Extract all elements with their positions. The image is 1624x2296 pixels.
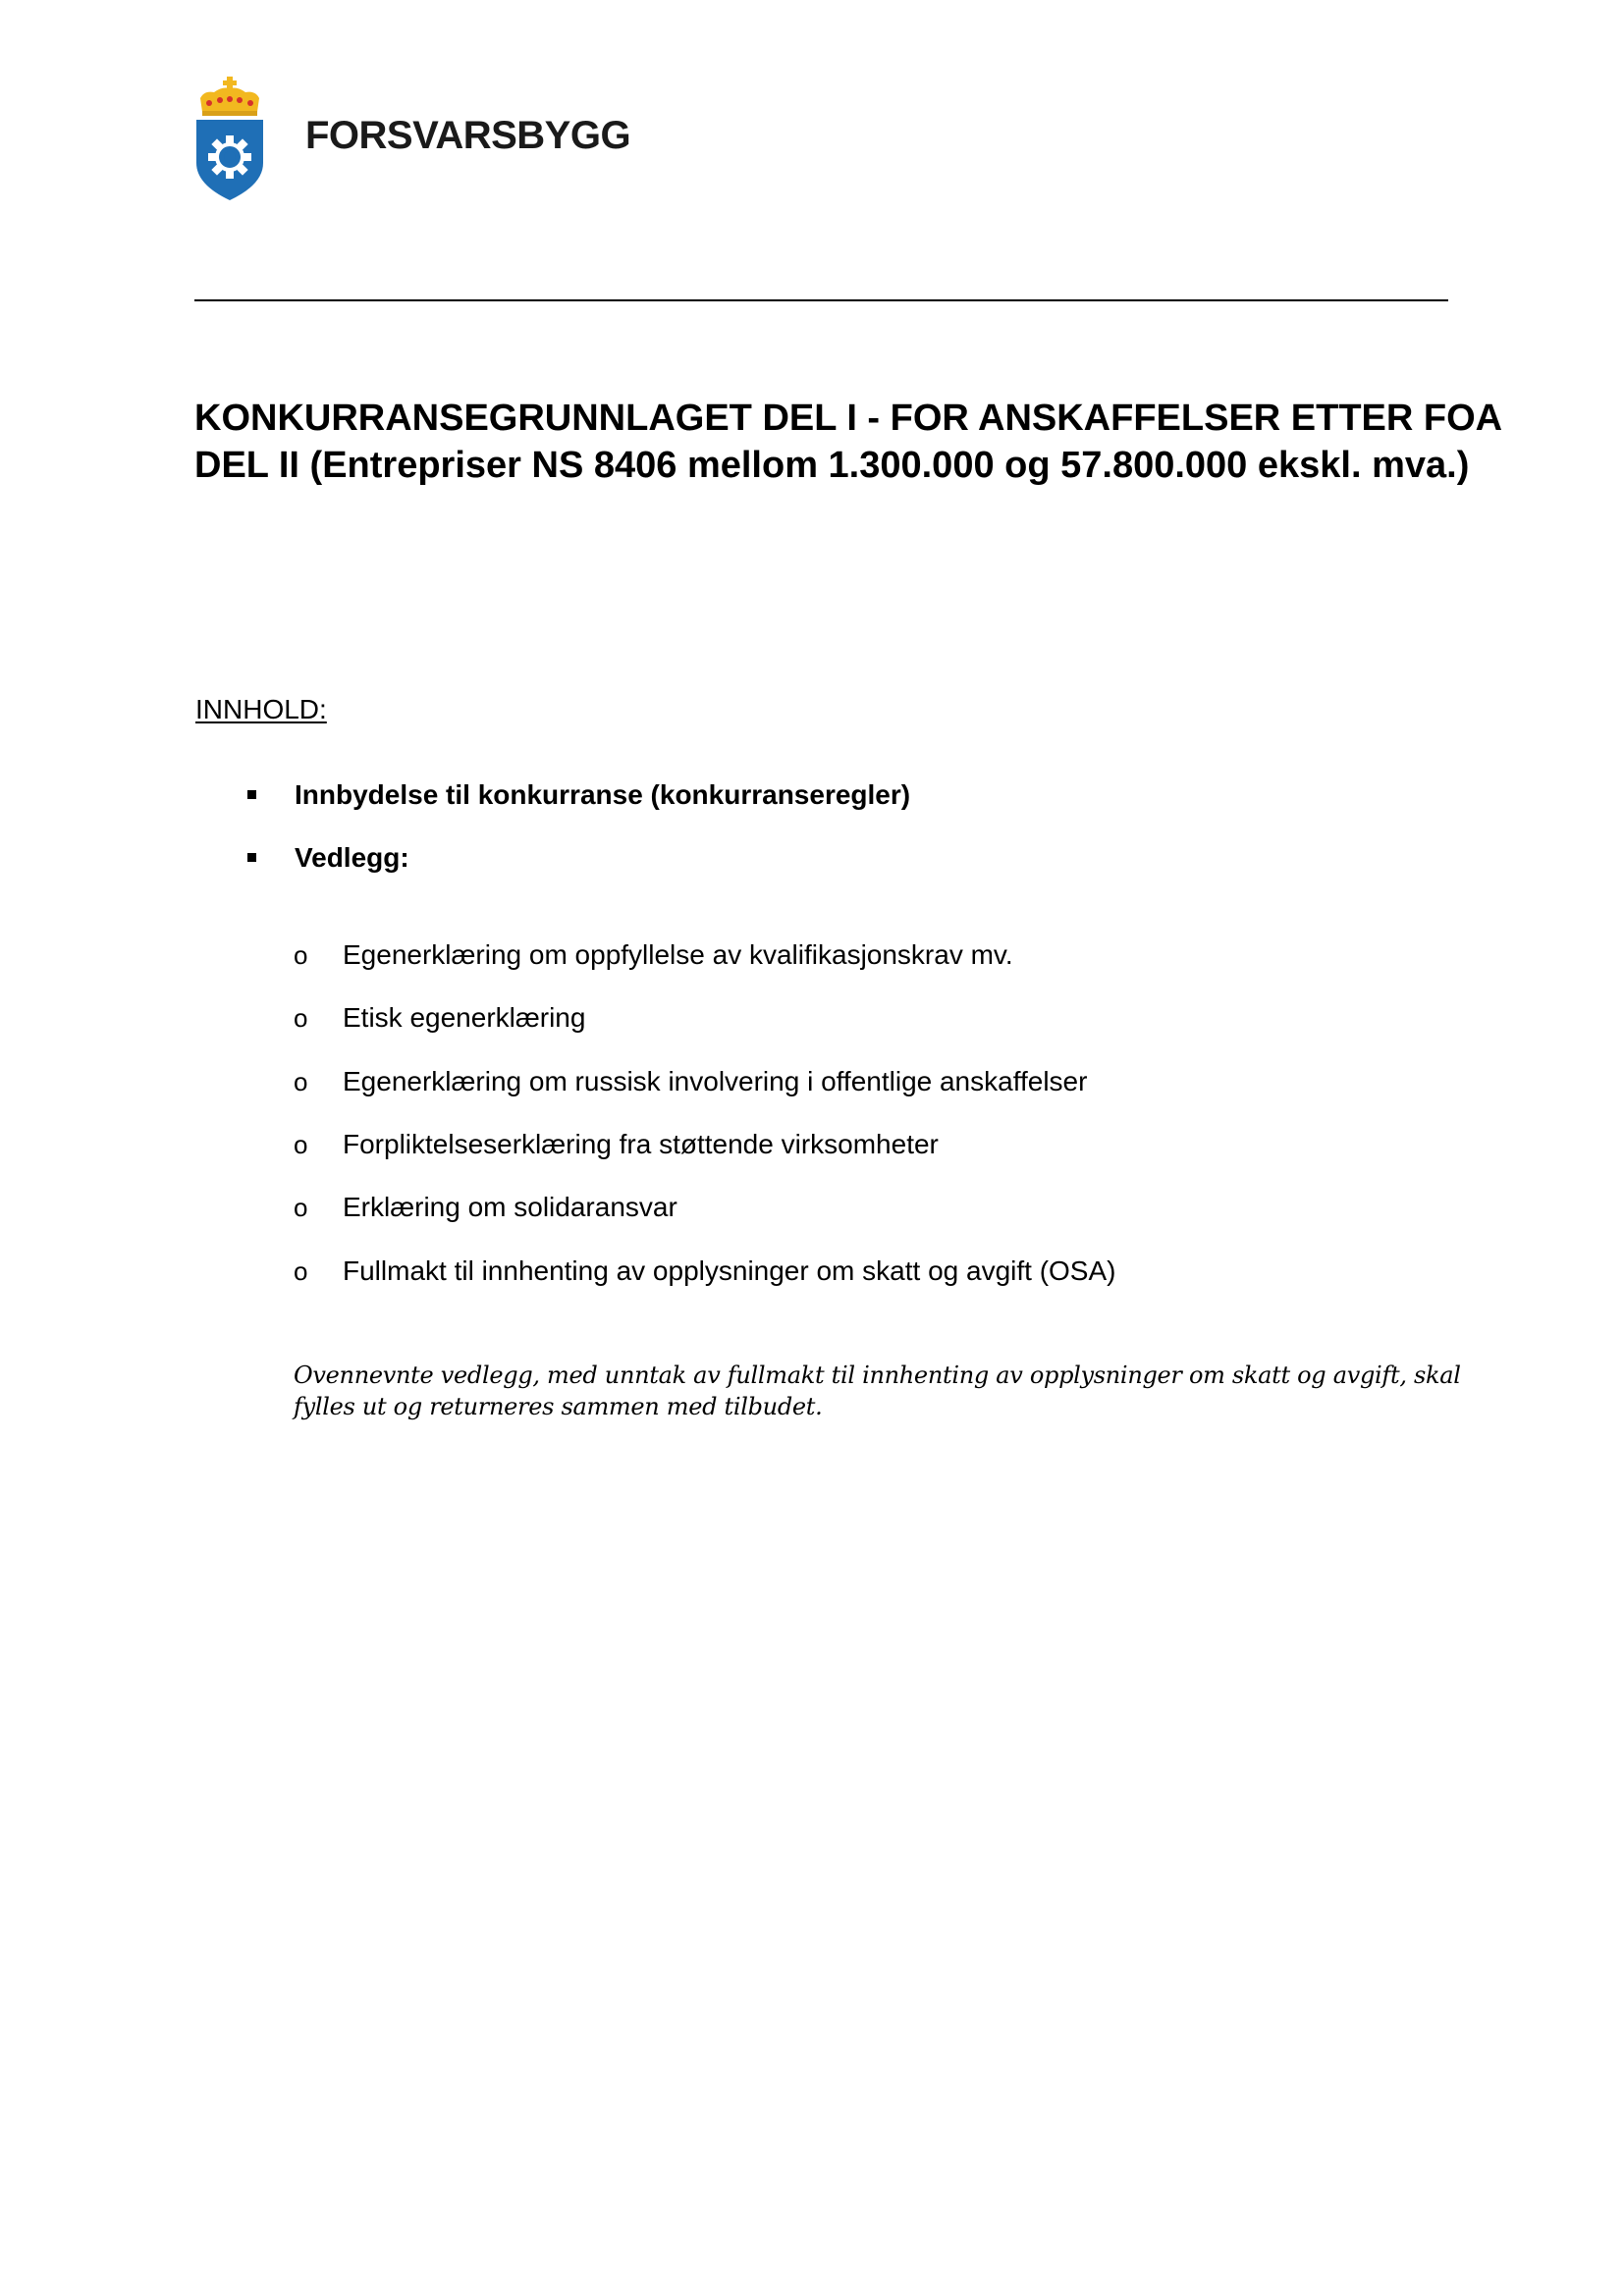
attachment-label: Egenerklæring om oppfyllelse av kvalifikasjonskrav mv. [343, 939, 1013, 970]
attachment-label: Forpliktelseserklæring fra støttende virksomheter [343, 1129, 939, 1159]
circle-bullet-icon: o [294, 1130, 308, 1159]
header-divider [194, 299, 1448, 301]
attachment-label: Erklæring om solidaransvar [343, 1192, 677, 1222]
list-item-label: Innbydelse til konkurranse (konkurranseregler) [295, 779, 911, 810]
circle-bullet-icon: o [294, 1193, 308, 1222]
attachment-label: Fullmakt til innhenting av opplysninger om skatt og avgift (OSA) [343, 1255, 1116, 1286]
circle-bullet-icon: o [294, 1003, 308, 1033]
crown-shield-logo [194, 77, 265, 200]
attachment-label: Etisk egenerklæring [343, 1002, 586, 1033]
square-bullet-icon [247, 790, 256, 799]
contents-heading: INNHOLD: [195, 694, 327, 724]
list-item-label: Vedlegg: [295, 842, 409, 873]
circle-bullet-icon: o [294, 1256, 308, 1286]
brand-name: FORSVARSBYGG [305, 114, 631, 157]
attachments-note: Ovennevnte vedlegg, med unntak av fullmakt til innhenting av opplysninger om skatt og avgift, skal fylles ut og returneres sammen med tilbudet. [294, 1362, 1461, 1420]
circle-bullet-icon: o [294, 1067, 308, 1096]
square-bullet-icon [247, 853, 256, 862]
attachment-label: Egenerklæring om russisk involvering i offentlige anskaffelser [343, 1066, 1088, 1096]
circle-bullet-icon: o [294, 940, 308, 970]
document-title: KONKURRANSEGRUNNLAGET DEL I - FOR ANSKAFFELSER ETTER FOA DEL II (Entrepriser NS 8406 mellom 1.300.000 og 57.800.000 ekskl. mva.) [194, 398, 1501, 486]
